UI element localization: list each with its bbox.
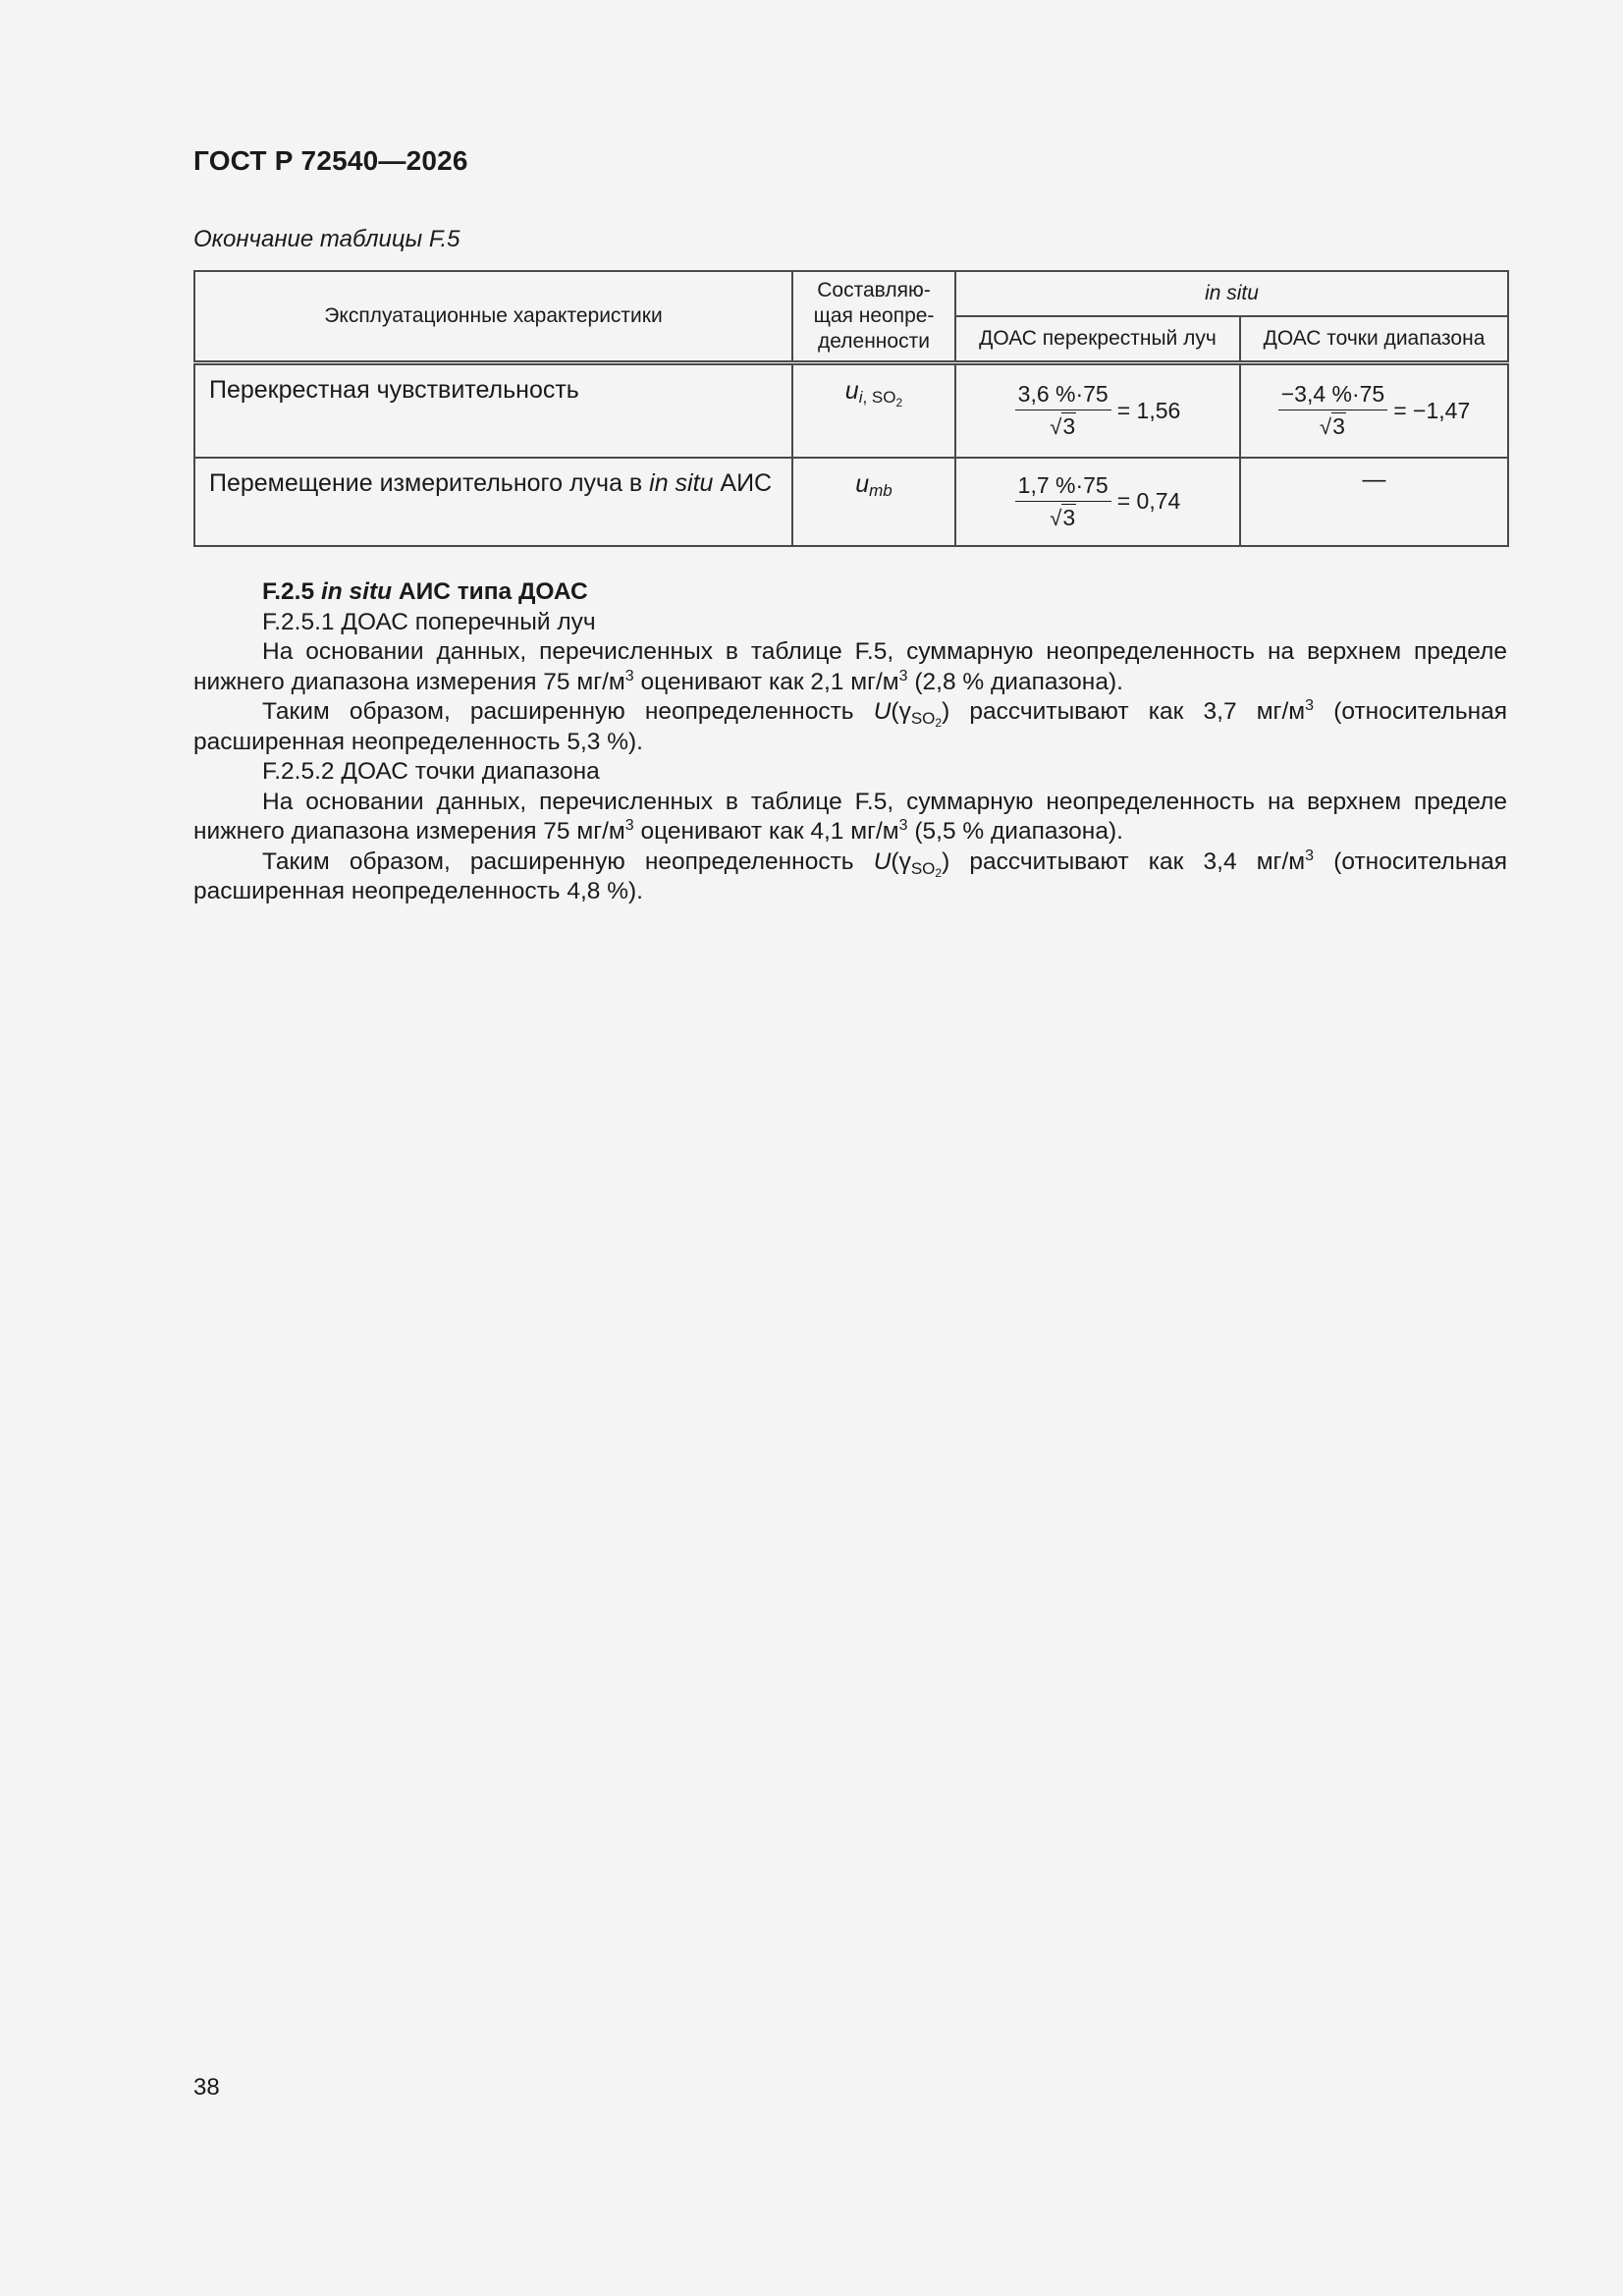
row-characteristic: Перемещение измерительного луча в in situ АИС — [194, 458, 792, 546]
table-container — [193, 270, 1507, 547]
formula-cross-beam: $\frac{1,7 \%\cdot 75}{√3}$ = 0,74 — [955, 458, 1240, 546]
fraction: $\frac{3,6 \%\cdot 75}{√3}$ — [1015, 380, 1111, 441]
row-component-symbol: $u_{i, SO_2}$ — [792, 363, 955, 458]
header-characteristic: Эксплуатационные характеристики — [194, 271, 792, 363]
table-row — [194, 458, 1508, 546]
row-characteristic: Перекрестная чувствительность — [194, 363, 792, 458]
formula-range-points: $\frac{-3,4 \%\cdot 75}{√3}$ = −1,47 — [1240, 363, 1508, 458]
sqrt-icon: √ — [1050, 505, 1062, 530]
header-in-situ: in situ — [955, 271, 1508, 316]
paragraph: Таким образом, расширенную неопределенность $U(\gamma_{SO2})$ рассчитывают как 3,7 $мг/м^3$ (относительная расширенная неопределенность 5,3 %). — [193, 697, 1508, 755]
formula-cross-beam: $\frac{3,6 \%\cdot 75}{√3}$ = 1,56 — [955, 363, 1240, 458]
section-heading: F.2.5 in situ АИС типа ДОАС — [262, 578, 588, 605]
sqrt-icon: √ — [1320, 414, 1332, 440]
body-text — [193, 577, 1507, 907]
sqrt-icon: √ — [1050, 414, 1062, 440]
subsection-heading: F.2.5.2 ДОАС точки диапазона — [262, 758, 600, 785]
paragraph: На основании данных, перечисленных в таблице F.5, суммарную неопределенность на верхнем пределе нижнего диапазона измерения 75 $мг/м^3$ оценивают как 4,1 $мг/м^3$ (5,5 % диапазона). — [193, 788, 1507, 845]
paragraph: Таким образом, расширенную неопределенность $U(\gamma_{SO2})$ рассчитывают как 3,4 $мг/м^3$ (относительная расширенная неопределенность 4,8 %). — [193, 847, 1508, 904]
header-cross-beam: ДОАС перекрестный луч — [955, 316, 1240, 363]
range-points-empty: — — [1240, 458, 1508, 546]
header-component-text: Составляю-щая неопре-деленности — [813, 279, 935, 353]
subsection-heading: F.2.5.1 ДОАС поперечный луч — [262, 608, 596, 635]
paragraph: На основании данных, перечисленных в таблице F.5, суммарную неопределенность на верхнем пределе нижнего диапазона измерения 75 $мг/м^3$ оценивают как 2,1 $мг/м^3$ (2,8 % диапазона). — [193, 638, 1507, 695]
page-number: 38 — [193, 2074, 220, 2101]
fraction: $\frac{1,7 \%\cdot 75}{√3}$ — [1015, 471, 1111, 532]
fraction: $\frac{-3,4 \%\cdot 75}{√3}$ — [1278, 380, 1388, 441]
table-row — [194, 363, 1508, 458]
header-component — [792, 271, 955, 363]
header-range-points: ДОАС точки диапазона — [1240, 316, 1508, 363]
document-id: ГОСТ Р 72540—2026 — [193, 145, 468, 176]
table-caption: Окончание таблицы F.5 — [193, 226, 460, 252]
uncertainty-table — [193, 270, 1509, 547]
row-component-symbol: $u_{mb}$ — [792, 458, 955, 546]
